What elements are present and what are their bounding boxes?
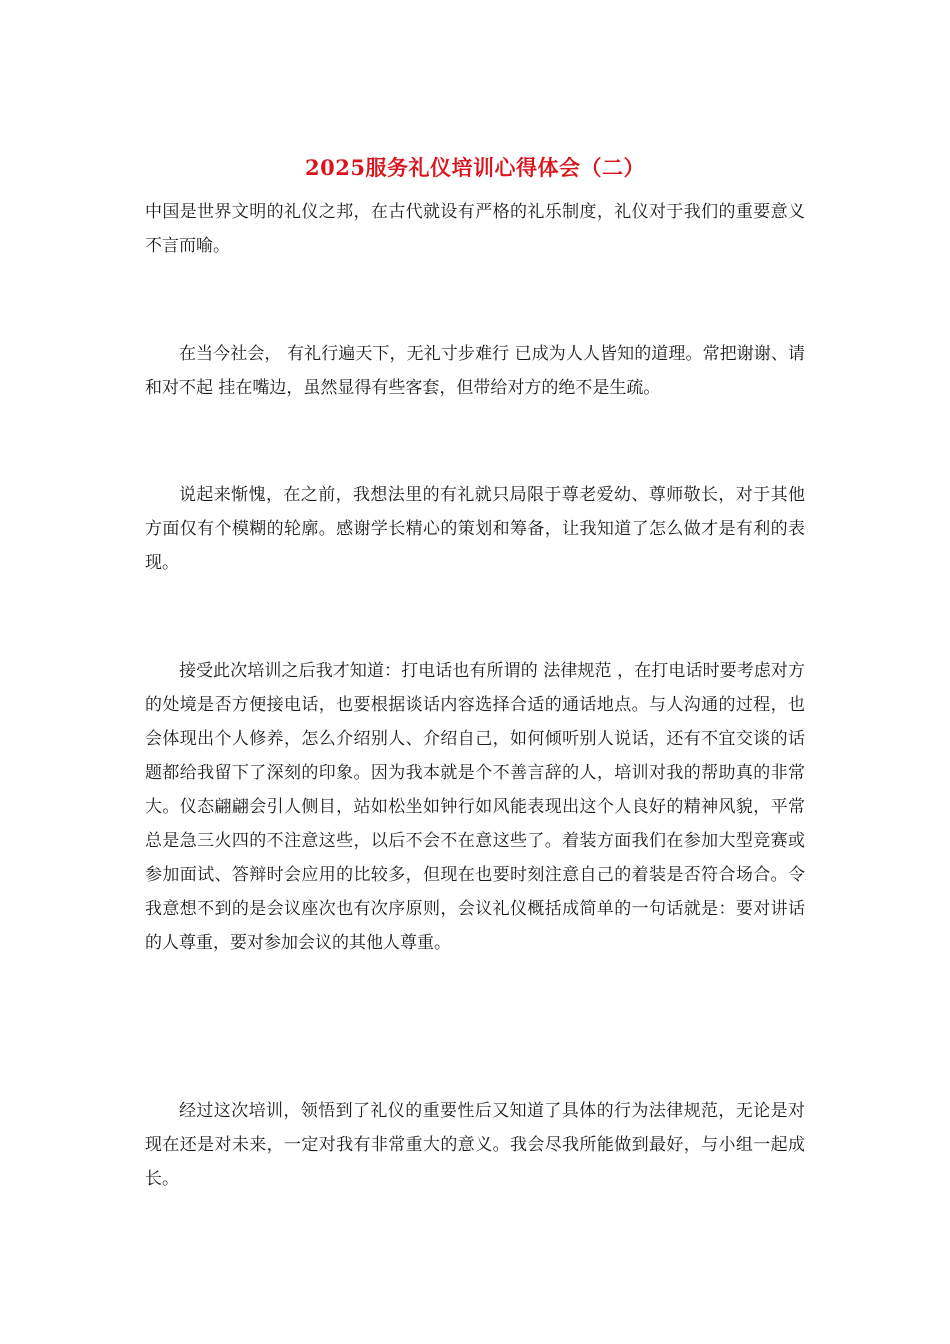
paragraph-1: 中国是世界文明的礼仪之邦，在古代就设有严格的礼乐制度，礼仪对于我们的重要意义不言而喻。	[145, 202, 805, 256]
paragraph-5: 经过这次培训，领悟到了礼仪的重要性后又知道了具体的行为法律规范，无论是对现在还是对未来，一定对我有非常重大的意义。我会尽我所能做到最好，与小组一起成长。	[145, 1101, 805, 1189]
paragraph-2: 在当今社会， 有礼行遍天下，无礼寸步难行 已成为人人皆知的道理。常把谢谢、请和对不起 挂在嘴边，虽然显得有些客套，但带给对方的绝不是生疏。	[145, 344, 805, 398]
paragraph-3: 说起来惭愧，在之前，我想法里的有礼就只局限于尊老爱幼、尊师敬长，对于其他方面仅有个模糊的轮廓。感谢学长精心的策划和筹备，让我知道了怎么做才是有利的表现。	[145, 485, 805, 573]
paragraph-4: 接受此次培训之后我才知道：打电话也有所谓的 法律规范 ，在打电话时要考虑对方的处境是否方便接电话，也要根据谈话内容选择合适的通话地点。与人沟通的过程，也会体现出个人修养，怎么介绍别人、介绍自己，如何倾听别人说话，还有不宜交谈的话题都给我留下了深刻的印象。因为我本就是个不善言辞的人，培训对我的帮助真的非常大。仪态翩翩会引人侧目，站如松坐如钟行如风能表现出这个人良好的精神风貌，平常总是急三火四的不注意这些，以后不会不在意这些了。着装方面我们在参加大型竞赛或参加面试、答辩时会应用的比较多，但现在也要时刻注意自己的着装是否符合场合。令我意想不到的是会议座次也有次序原则，会议礼仪概括成简单的一句话就是：要对讲话的人尊重，要对参加会议的其他人尊重。	[145, 661, 805, 953]
document-title: 2025服务礼仪培训心得体会（二）	[305, 155, 645, 180]
